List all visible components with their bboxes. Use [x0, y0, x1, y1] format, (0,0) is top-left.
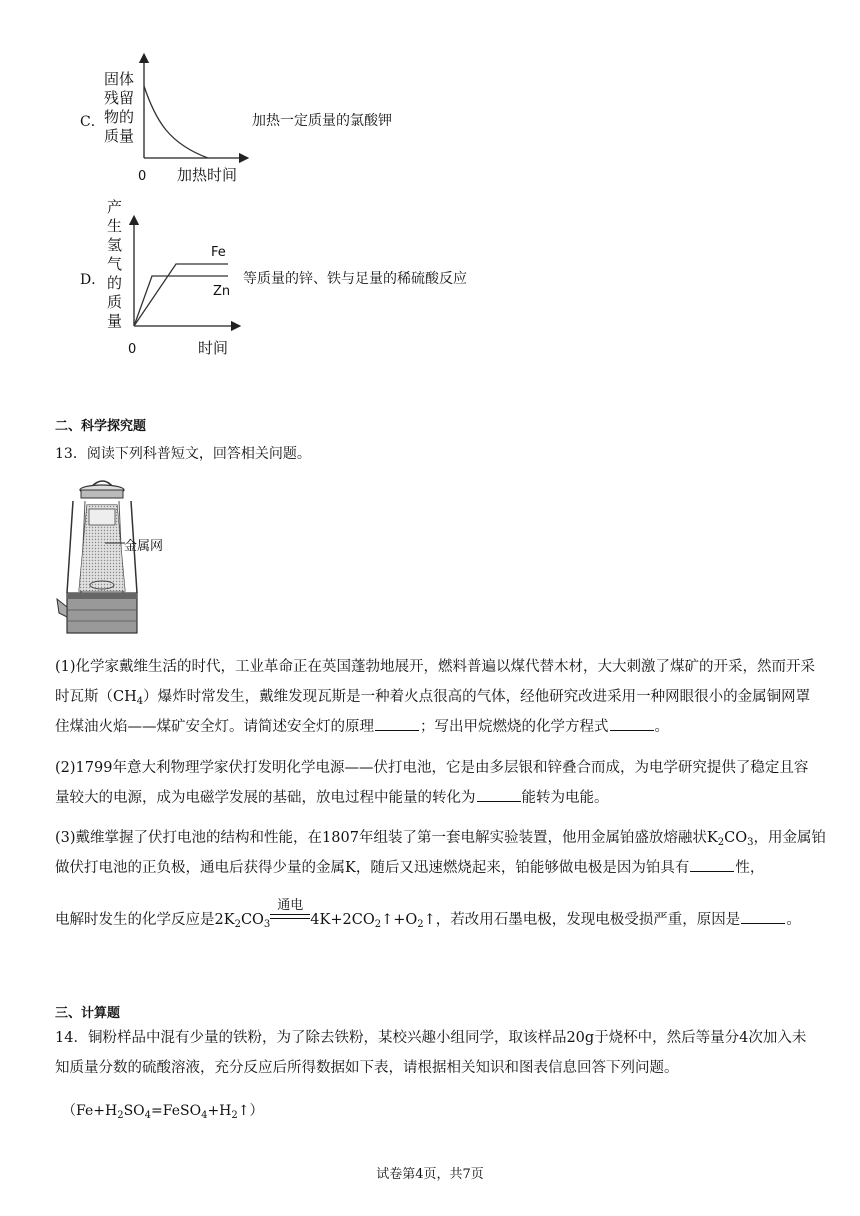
answer-blank[interactable] [690, 857, 734, 872]
safety-lamp-illustration [55, 475, 180, 640]
reaction-condition-label: 通电 [277, 898, 304, 913]
option-d-y-axis-label [107, 198, 122, 331]
question-13-part-1 [55, 652, 820, 742]
option-d-description: 等质量的锌、铁与足量的稀硫酸反应 [243, 271, 467, 287]
p3-eq-text-e: ↑，若改用石墨电极，发现电极受损严重，原因是 [423, 912, 741, 928]
question-13-intro: 13．阅读下列科普短文，回答相关问题。 [55, 446, 311, 462]
eq-text: （Fe+H [62, 1103, 118, 1119]
option-c-graph [136, 52, 251, 167]
option-c-ylabel-line-3: 物的 [104, 108, 135, 126]
p1-text-d: 。 [654, 719, 669, 735]
option-d-x-axis-label: 时间 [198, 339, 229, 357]
eq-text: ↑） [237, 1103, 264, 1119]
option-d-ylabel-char: 量 [107, 312, 123, 330]
p3-text-d: 性， [735, 860, 765, 876]
option-c-y-axis-label [104, 70, 134, 146]
option-d-fe-label: Fe [211, 245, 226, 260]
option-c-curve [144, 86, 208, 158]
p3-subscript: 2 [717, 837, 725, 848]
p1-text-c: ；写出甲烷燃烧的化学方程式 [420, 719, 609, 735]
section-2-title: 二、科学探究题 [55, 419, 147, 434]
p3-text-b: CO [724, 830, 748, 846]
p3-eq-subscript: 2 [374, 919, 382, 930]
p2-text-b: 能转为电能。 [521, 790, 609, 806]
eq-subscript: 4 [144, 1110, 152, 1121]
reaction-condition-equals [270, 898, 310, 924]
option-d-ylabel-char: 氢 [107, 236, 123, 254]
option-d-ylabel-char: 气 [107, 255, 123, 273]
p3-eq-subscript: 2 [234, 919, 241, 930]
option-d-ylabel-char: 的 [107, 274, 123, 292]
option-c-description: 加热一定质量的氯酸钾 [252, 113, 392, 129]
p3-eq-text-f: 。 [786, 912, 801, 928]
p3-eq-subscript: 3 [263, 919, 271, 930]
question-13-part-3-equation [55, 898, 820, 935]
p3-text-c: ，用金属铂做伏打电池的正负极，通电后获得少量的金属K，随后又迅速燃烧起来，铂能够做电极是因为铂具有 [55, 830, 827, 876]
question-14-equation [62, 1100, 264, 1120]
p2-text-a: (2)1799年意大利物理学家伏打发明化学电源——伏打电池，它是由多层银和锌叠合而成，为电学研究提供了稳定且容量较大的电源，成为电磁学发展的基础，放电过程中能量的转化为 [55, 760, 809, 806]
p3-eq-text-b: CO [240, 912, 264, 928]
page-footer: 试卷第4页，共7页 [376, 1167, 484, 1182]
p3-subscript: 3 [747, 837, 754, 848]
question-13-part-3 [55, 823, 830, 883]
option-c-ylabel-line-4: 质量 [104, 127, 135, 145]
option-d-origin: 0 [128, 342, 137, 357]
option-d-ylabel-char: 产 [107, 198, 123, 216]
option-d-letter: D． [80, 272, 106, 288]
p3-eq-text-d: ↑+O [381, 912, 418, 928]
answer-blank[interactable] [741, 909, 785, 924]
option-c-x-axis-label: 加热时间 [177, 166, 238, 184]
option-c-origin: 0 [138, 169, 147, 184]
section-3-title: 三、计算题 [55, 1006, 121, 1021]
option-c-ylabel-line-1: 固体 [104, 70, 135, 88]
question-13-part-2 [55, 753, 820, 813]
p1-subscript: 4 [136, 696, 144, 707]
option-d-ylabel-char: 质 [107, 293, 123, 311]
p1-text-a: (1)化学家戴维生活的时代，工业革命正在英国蓬勃地展开，燃料普遍以煤代替木材，大大刺激了煤矿的开采，然而开采时瓦斯（CH [55, 659, 816, 705]
eq-subscript: 2 [231, 1110, 238, 1121]
p1-text-b: ）爆炸时常发生，戴维发现瓦斯是一种着火点很高的气体，经他研究改进采用一种网眼很小的金属铜网罩住煤油火焰——煤矿安全灯。请简述安全灯的原理 [55, 689, 811, 735]
p3-eq-text-a: 电解时发生的化学反应是2K [55, 912, 235, 928]
eq-text: =FeSO [151, 1103, 202, 1119]
answer-blank[interactable] [477, 787, 521, 802]
eq-subscript: 2 [117, 1110, 124, 1121]
eq-text: +H [207, 1103, 232, 1119]
eq-subscript: 4 [201, 1110, 208, 1121]
question-14-text: 14．铜粉样品中混有少量的铁粉，为了除去铁粉，某校兴趣小组同学，取该样品20g于烧杯中，然后等量分4次加入未知质量分数的硫酸溶液，充分反应后所得数据如下表，请根据相关知识和图表信息回答下列问题。 [55, 1030, 807, 1076]
option-c-letter: C． [80, 114, 105, 130]
answer-blank[interactable] [375, 716, 419, 731]
option-d-ylabel-char: 生 [107, 217, 123, 235]
option-d-graph [126, 214, 241, 336]
answer-blank[interactable] [610, 716, 654, 731]
option-c-ylabel-line-2: 残留 [104, 89, 135, 107]
p3-eq-subscript: 2 [417, 919, 424, 930]
option-d-zn-label: Zn [213, 284, 231, 299]
p3-eq-text-c: 4K+2CO [310, 912, 375, 928]
eq-text: SO [123, 1103, 145, 1119]
p3-text-a: (3)戴维掌握了伏打电池的结构和性能，在1807年组装了第一套电解实验装置，他用金属铂盛放熔融状K [55, 830, 718, 846]
lamp-label-metal-mesh: 金属网 [124, 539, 164, 554]
